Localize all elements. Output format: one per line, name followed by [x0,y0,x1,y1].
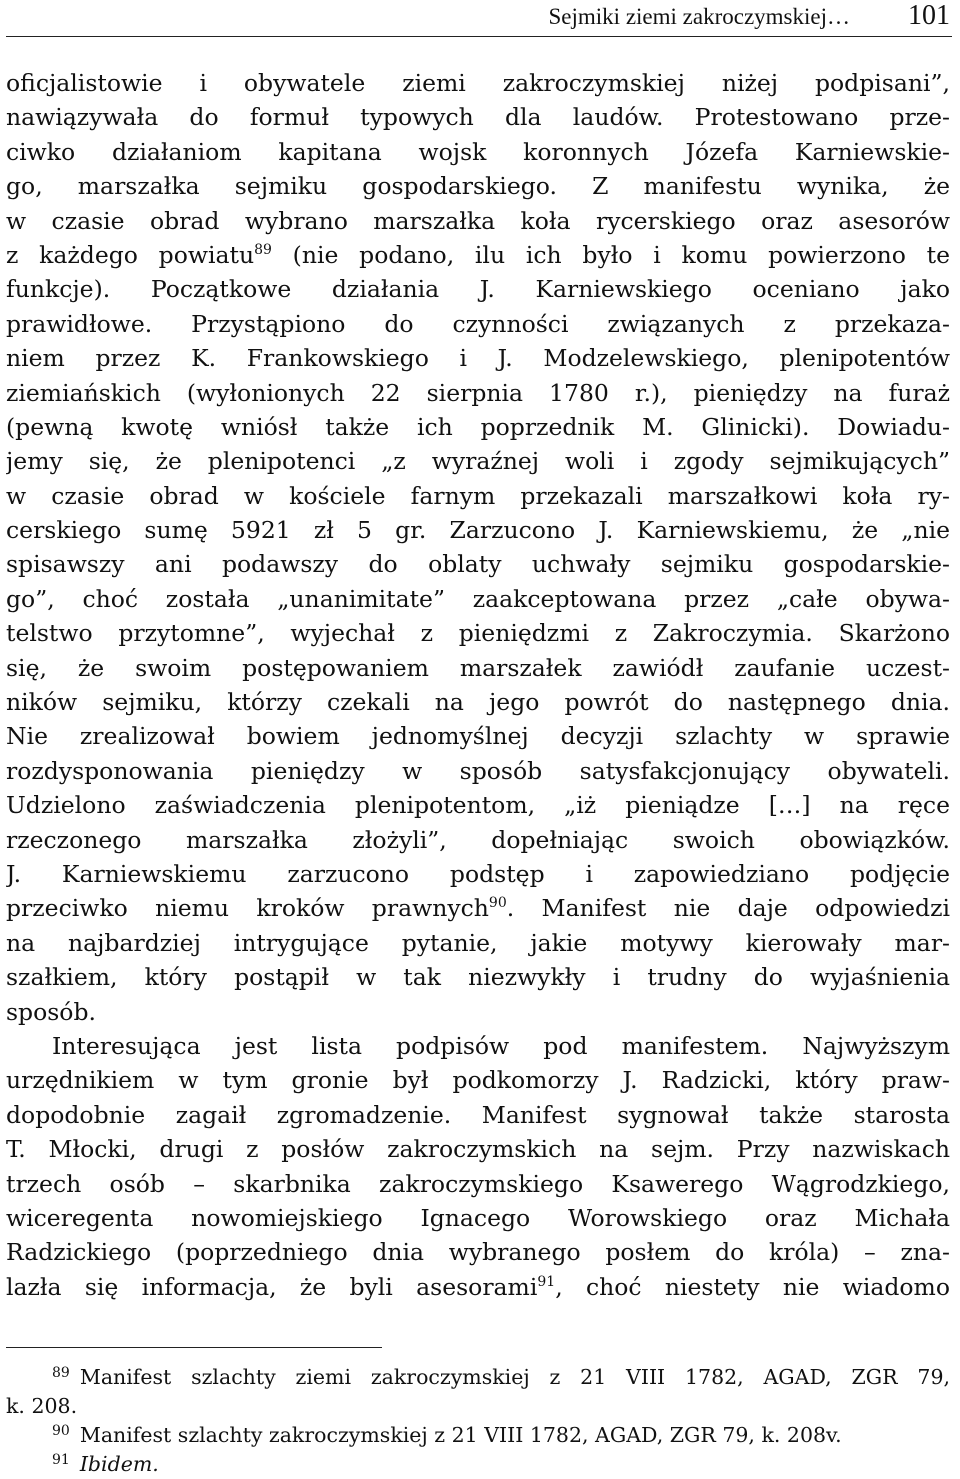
text-line: T. Młocki, drugi z posłów zakroczymskich na sejm. Przy nazwiskach [6,1135,950,1164]
text-line: spisawszy ani podawszy do oblaty uchwały sejmiku gospodarskie- [6,550,950,579]
footnote-number: 89 [52,1365,70,1381]
text-line: nawiązywała do formuł typowych dla laudów. Protestowano prze- [6,103,950,132]
text-line: na najbardziej intrygujące pytanie, jakie motywy kierowały mar- [6,928,950,957]
text-line: ciwko działaniom kapitana wojsk koronnych Józefa Karniewskie- [6,137,950,166]
footnote-ref: 89 [254,241,272,258]
text-line [6,238,950,272]
footnote-number: 90 [52,1423,70,1439]
text-segment: lazła się informacja, że byli asesorami [6,1272,538,1301]
running-title: Sejmiki ziemi zakroczymskiej… [548,4,850,29]
text-line: oficjalistowie i obywatele ziemi zakroczymskiej niżej podpisani”, [6,69,950,97]
text-line: cerskiego sumę 5921 zł 5 gr. Zarzucono J. Karniewskiemu, że „nie [6,516,950,545]
footnote-89-cont: k. 208. [6,1394,78,1418]
text-line: prawidłowe. Przystąpiono do czynności związanych z przekaza- [6,309,950,338]
text-line: w czasie obrad w kościele farnym przekazali marszałkowi koła ry- [6,481,950,510]
text-segment: z każdego powiatu [6,240,255,269]
page-number: 101 [908,0,950,31]
text-line: Udzielono zaświadczenia plenipotentom, „iż pieniądze […] na ręce [6,791,950,820]
footnote-number: 91 [52,1452,70,1468]
text-line: telstwo przytomne”, wyjechał z pieniędzmi z Zakroczymia. Skarżono [6,619,950,648]
text-line: go”, choć została „unanimitate” zaakceptowana przez „całe obywa- [6,584,950,613]
text-line: wiceregenta nowomiejskiego Ignacego Worowskiego oraz Michała [6,1203,950,1232]
text-line: go, marszałka sejmiku gospodarskiego. Z manifestu wynika, że [6,172,950,201]
text-line: Nie zrealizował bowiem jednomyślnej decyzji szlachty w sprawie [6,722,950,751]
text-line [6,891,950,925]
text-segment: (nie podano, ilu ich było i komu powierzono te [271,240,950,269]
running-head [0,0,960,34]
text-line: rzeczonego marszałka złożyli”, dopełniając swoich obowiązków. [6,825,950,854]
text-line: urzędnikiem w tym gronie był podkomorzy J. Radzicki, który praw- [6,1066,950,1095]
text-line: trzech osób – skarbnika zakroczymskiego Ksawerego Wągrodzkiego, [6,1169,950,1198]
text-line: szałkiem, który postąpił w tak niezwykły i trudny do wyjaśnienia [6,963,950,992]
footnotes [6,1363,950,1479]
text-line: ników sejmiku, którzy czekali na jego powrót do następnego dnia. [6,688,950,717]
text-line: rozdysponowania pieniędzy w sposób satysfakcjonujący obywateli. [6,756,950,785]
text-segment: . Manifest nie daje odpowiedzi [506,894,950,923]
text-segment: , choć niestety nie wiadomo [555,1272,950,1301]
text-line: niem przez K. Frankowskiego i J. Modzelewskiego, plenipotentów [6,344,950,373]
footnote-rule [6,1347,382,1348]
text-line: Interesująca jest lista podpisów pod manifestem. Najwyższym [52,1031,950,1060]
text-line: (pewną kwotę wniósł także ich poprzednik M. Glinicki). Dowiadu- [6,412,950,441]
text-line: jemy się, że plenipotenci „z wyraźnej woli i zgody sejmikujących” [6,447,950,476]
text-line: Radzickiego (poprzedniego dnia wybranego posłem do króla) – zna- [6,1238,950,1267]
text-segment: przeciwko niemu kroków prawnych [6,894,489,923]
text-line: dopodobnie zagaił zgromadzenie. Manifest sygnował także starosta [6,1100,950,1129]
footnote-ref: 90 [488,895,507,912]
footnote-text: Ibidem. [79,1452,159,1476]
main-text [6,66,950,1304]
text-line [6,1270,950,1304]
text-line: sposób. [6,997,96,1026]
text-line: ziemiańskich (wyłonionych 22 sierpnia 1780 r.), pieniędzy na furaż [6,378,950,407]
header-rule [6,36,952,37]
footnote-89 [6,1363,950,1392]
footnote-text: Manifest szlachty zakroczymskiej z 21 VIII 1782, AGAD, ZGR 79, k. 208v. [79,1423,842,1447]
text-line: w czasie obrad wybrano marszałka koła rycerskiego oraz asesorów [6,206,950,235]
text-line: się, że swoim postępowaniem marszałek zawiódł zaufanie uczest- [6,653,950,682]
text-line: funkcje). Początkowe działania J. Karniewskiego oceniano jako [6,275,950,304]
footnote-text: Manifest szlachty ziemi zakroczymskiej z 21 VIII 1782, AGAD, ZGR 79, [79,1365,950,1389]
text-line: J. Karniewskiemu zarzucono podstęp i zapowiedziano podjęcie [6,859,950,888]
footnote-ref: 91 [537,1273,556,1290]
footnote-90 [6,1421,950,1450]
